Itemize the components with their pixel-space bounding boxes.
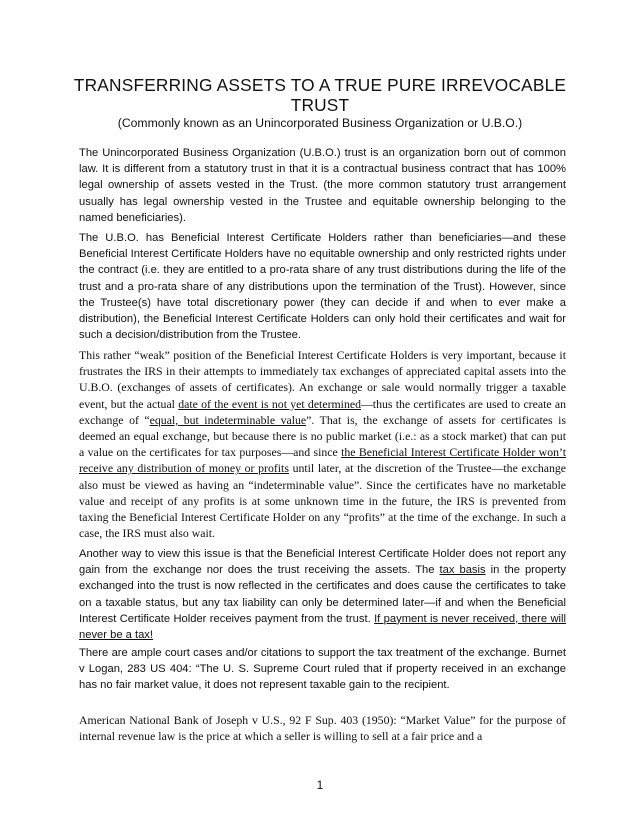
paragraph-weak-position	[79, 347, 566, 541]
paragraph-american-national-bank: American National Bank of Joseph v U.S., 92 F Sup. 403 (1950): “Market Value” for the purpose of internal revenue law is the price at which a seller is willing to sell at a fair price and a	[79, 713, 566, 744]
underlined-text: the Beneficial Interest Certificate Holder won’t receive any distribution of money or profits	[79, 445, 566, 476]
text-segment: ”. That is, the exchange of assets for certificates is deemed an equal exchange, but because there is no public market (i.e.: as a stock market) that can put a value on the certificates for tax purposes—and since	[79, 412, 566, 460]
underlined-text: date of the event is not yet determined	[178, 396, 361, 411]
document-subtitle: (Commonly known as an Unincorporated Business Organization or U.B.O.)	[117, 116, 523, 130]
underlined-text: If payment is never received, there will never be a tax!	[79, 612, 566, 642]
paragraph-certificate-holders: The U.B.O. has Beneficial Interest Certificate Holders rather than beneficiaries—and these Beneficial Interest Certificate Holders have no equitable ownership and only restricted rights under the contract (i.e. they are entitled to a pro-rata share of any trust distributions during the life of the trust and a pro-rata share of any distributions upon the termination of the Trust). However, since the Trustee(s) have total discretionary power (they can decide if and when to ever make a distribution), the Beneficial Interest Certificate Holders can only hold their certificates and wait for such a decision/distribution from the Trustee.	[79, 232, 566, 342]
underlined-text: equal, but indeterminable value	[149, 412, 307, 427]
paragraph-another-view	[79, 546, 566, 643]
paragraph-court-cases: There are ample court cases and/or citations to support the tax treatment of the exchange. Burnet v Logan, 283 US 404: “The U. S. Supreme Court ruled that if property received in an exchange has no fair market value, it does not represent taxable gain to the recipient.	[79, 647, 566, 692]
text-segment: Another way to view this issue is that the Beneficial Interest Certificate Holder does not report any gain from the exchange nor does the trust receiving the assets. The	[79, 548, 566, 577]
page-number: 1	[316, 778, 324, 792]
paragraph-ubo-definition: The Unincorporated Business Organization (U.B.O.) trust is an organization born out of common law. It is different from a statutory trust in that it is a contractual business contract that has 100% legal ownership of assets vested in the Trust. (the more common statutory trust arrangement usually has legal ownership vested in the Trustee and equitable ownership belonging to the named beneficiaries).	[79, 147, 566, 224]
underlined-text: tax basis	[439, 564, 486, 577]
document-title: TRANSFERRING ASSETS TO A TRUE PURE IRREVOCABLE TRUST	[73, 75, 567, 115]
text-segment: until later, at the discretion of the Trustee—the exchange also must be viewed as having an “indeterminable value”. Since the certificates have no marketable value and receipt of any profits is at some unknown time in the future, the IRS is prevented from taxing the Beneficial Interest Certificate Holder on any “profits” at the time of the exchange. In such a case, the IRS must also wait.	[79, 461, 566, 541]
text-segment: This rather “weak” position of the Beneficial Interest Certificate Holders is very important, because it frustrates the IRS in their attempts to immediately tax exchanges of appreciated capital assets into the U.B.O. (exchanges of assets of certificates). An exchange or sale would normally trigger a taxable event, but the actual	[79, 348, 566, 411]
text-segment: in the property exchanged into the trust is now reflected in the certificates and does cause the certificates to take on a taxable status, but any tax liability can only be determined later—if and when the Beneficial Interest Certificate Holder receives payment from the trust.	[79, 564, 566, 625]
text-segment: —thus the certificates are used to create an exchange of “	[79, 396, 566, 427]
